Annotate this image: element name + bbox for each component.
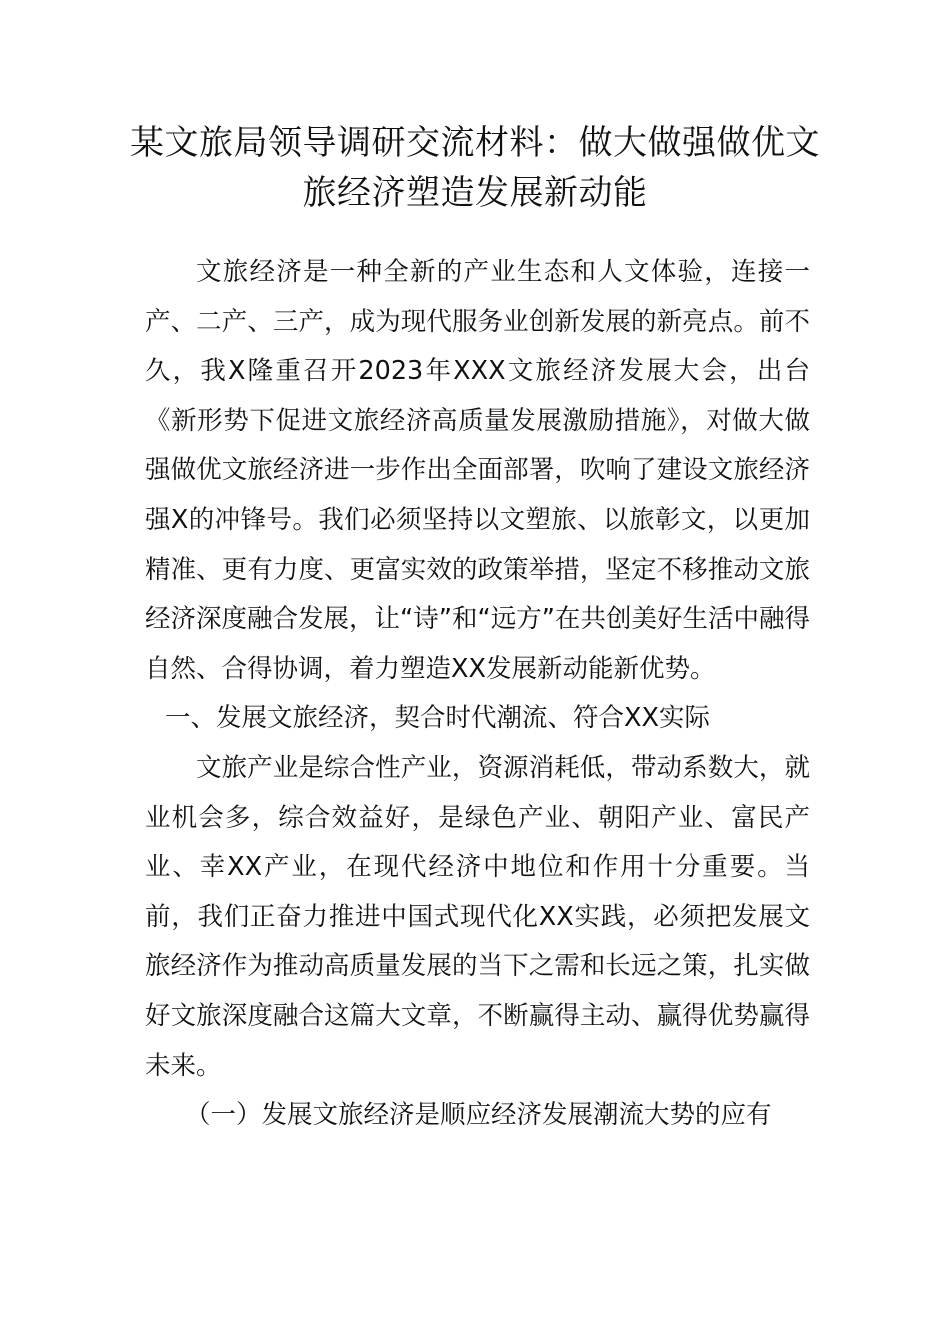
document-body [145,248,810,1141]
document-title: 某文旅局领导调研交流材料：做大做强做优文旅经济塑造发展新动能 [130,123,820,213]
intro-paragraph: 文旅经济是一种全新的产业生态和人文体验，连接一产、二产、三产，成为现代服务业创新发展的新亮点。前不久，我X隆重召开2023年XXX文旅经济发展大会，出台《新形势下促进文旅经济高质量发展激励措施》，对做大做强做优文旅经济进一步作出全面部署，吹响了建设文旅经济强X的冲锋号。我们必须坚持以文塑旅、以旅彰文，以更加精准、更有力度、更富实效的政策举措，坚定不移推动文旅经济深度融合发展，让“诗”和“远方”在共创美好生活中融得自然、合得协调，着力塑造XX发展新动能新优势。 [145,257,810,684]
section-heading-1: 一、发展文旅经济，契合时代潮流、符合XX实际 [165,703,710,734]
subsection-heading-1: （一）发展文旅经济是顺应经济发展潮流大势的应有 [185,1100,772,1131]
section-1-paragraph: 文旅产业是综合性产业，资源消耗低，带动系数大，就业机会多，综合效益好，是绿色产业、朝阳产业、富民产业、幸XX产业，在现代经济中地位和作用十分重要。当前，我们正奋力推进中国式现代化XX实践，必须把发展文旅经济作为推动高质量发展的当下之需和长远之策，扎实做好文旅深度融合这篇大文章，不断赢得主动、赢得优势赢得未来。 [145,752,810,1081]
